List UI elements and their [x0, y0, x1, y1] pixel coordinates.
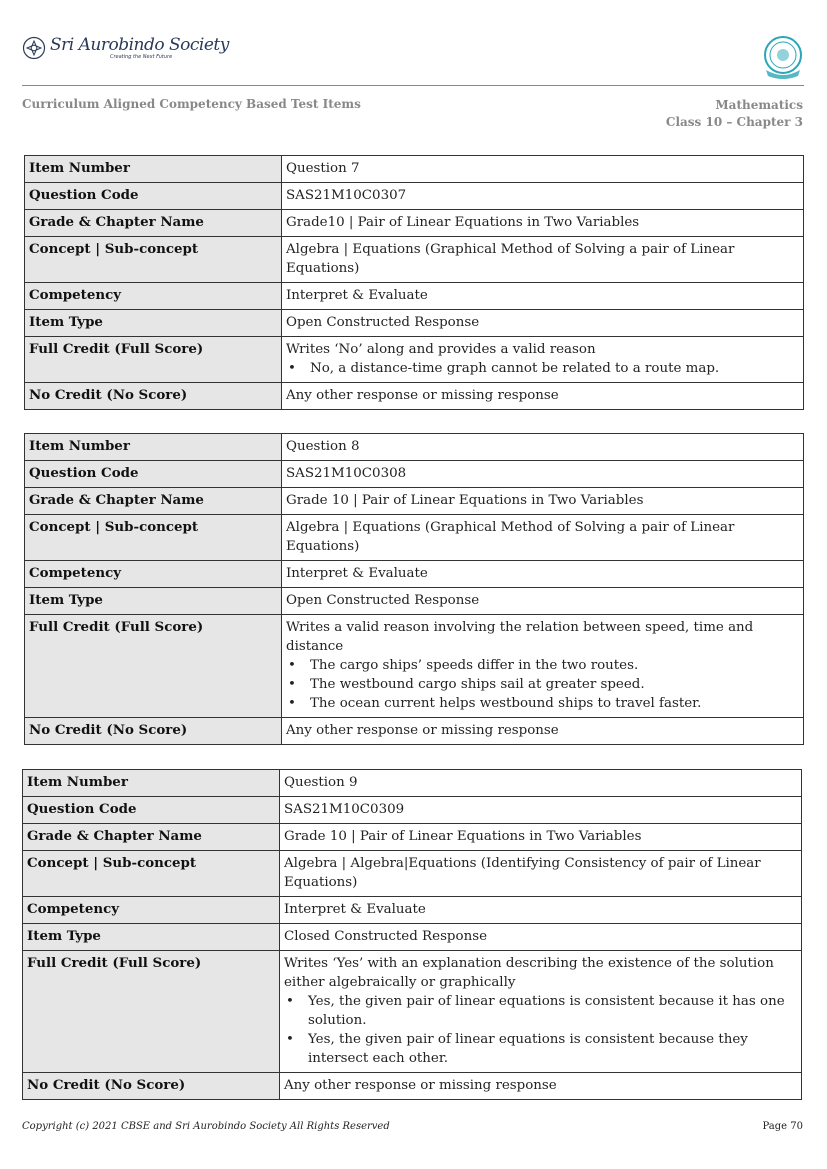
- cbse-seal-icon: [760, 34, 806, 80]
- label-item-type: Item Type: [23, 924, 280, 951]
- table-row: [25, 283, 804, 310]
- table-row: [23, 824, 802, 851]
- label-competency: Competency: [25, 283, 282, 310]
- table-row: [23, 897, 802, 924]
- table-row: [23, 797, 802, 824]
- page-number: Page 70: [762, 1121, 803, 1132]
- table-row: [25, 156, 804, 183]
- table-row: [25, 310, 804, 337]
- question-code: SAS21M10C0308: [282, 461, 804, 488]
- concept: Algebra | Equations (Graphical Method of Solving a pair of Linear Equations): [282, 237, 804, 283]
- list-item: • The cargo ships’ speeds differ in the two routes.: [286, 656, 799, 675]
- label-competency: Competency: [23, 897, 280, 924]
- copyright: Copyright (c) 2021 CBSE and Sri Aurobindo Society All Rights Reserved: [22, 1121, 390, 1132]
- full-credit: [280, 951, 802, 1073]
- label-item-number: Item Number: [25, 434, 282, 461]
- question-code: SAS21M10C0309: [280, 797, 802, 824]
- sri-aurobindo-society-logo: [22, 36, 229, 60]
- label-full-credit: Full Credit (Full Score): [25, 337, 282, 383]
- table-row: [25, 561, 804, 588]
- competency: Interpret & Evaluate: [282, 561, 804, 588]
- label-concept: Concept | Sub-concept: [23, 851, 280, 897]
- full-credit: [282, 337, 804, 383]
- full-credit: [282, 615, 804, 718]
- table-row: [25, 183, 804, 210]
- item-number: Question 9: [280, 770, 802, 797]
- label-grade-chapter: Grade & Chapter Name: [25, 210, 282, 237]
- item-number: Question 7: [282, 156, 804, 183]
- logo-name: Sri Aurobindo Society: [50, 35, 229, 55]
- full-credit-intro: Writes a valid reason involving the relation between speed, time and distance: [286, 620, 754, 654]
- table-row: [23, 851, 802, 897]
- label-item-number: Item Number: [23, 770, 280, 797]
- label-no-credit: No Credit (No Score): [25, 718, 282, 745]
- lotus-icon: [22, 36, 46, 60]
- concept: Algebra | Equations (Graphical Method of Solving a pair of Linear Equations): [282, 515, 804, 561]
- table-row: [25, 488, 804, 515]
- table-row: [25, 461, 804, 488]
- table-row: [25, 718, 804, 745]
- label-full-credit: Full Credit (Full Score): [25, 615, 282, 718]
- table-row: [23, 770, 802, 797]
- no-credit: Any other response or missing response: [280, 1073, 802, 1100]
- subject: Mathematics: [715, 98, 803, 112]
- label-question-code: Question Code: [25, 461, 282, 488]
- list-item: • No, a distance-time graph cannot be related to a route map.: [286, 359, 799, 378]
- item-table-q9: [22, 769, 802, 1100]
- class-chapter: Class 10 – Chapter 3: [665, 115, 803, 129]
- grade-chapter: Grade10 | Pair of Linear Equations in Two Variables: [282, 210, 804, 237]
- header-rule: [22, 85, 804, 86]
- grade-chapter: Grade 10 | Pair of Linear Equations in Two Variables: [282, 488, 804, 515]
- no-credit: Any other response or missing response: [282, 718, 804, 745]
- label-no-credit: No Credit (No Score): [25, 383, 282, 410]
- concept: Algebra | Algebra|Equations (Identifying Consistency of pair of Linear Equations): [280, 851, 802, 897]
- table-row: [25, 237, 804, 283]
- subject-info: [666, 97, 803, 131]
- label-no-credit: No Credit (No Score): [23, 1073, 280, 1100]
- label-item-number: Item Number: [25, 156, 282, 183]
- label-question-code: Question Code: [23, 797, 280, 824]
- table-row: [23, 951, 802, 1073]
- item-table-q8: [24, 433, 804, 745]
- table-row: [25, 588, 804, 615]
- label-item-type: Item Type: [25, 310, 282, 337]
- table-row: [25, 337, 804, 383]
- question-code: SAS21M10C0307: [282, 183, 804, 210]
- item-number: Question 8: [282, 434, 804, 461]
- list-item: • Yes, the given pair of linear equations is consistent because they intersect each other.: [284, 1030, 797, 1068]
- logo-tagline: Creating the Next Future: [110, 54, 173, 60]
- competency: Interpret & Evaluate: [280, 897, 802, 924]
- label-grade-chapter: Grade & Chapter Name: [23, 824, 280, 851]
- full-credit-intro: Writes ‘Yes’ with an explanation describing the existence of the solution either algebraically or graphically: [284, 956, 774, 990]
- label-competency: Competency: [25, 561, 282, 588]
- list-item: • Yes, the given pair of linear equations is consistent because it has one solution.: [284, 992, 797, 1030]
- competency: Interpret & Evaluate: [282, 283, 804, 310]
- table-row: [23, 924, 802, 951]
- label-concept: Concept | Sub-concept: [25, 237, 282, 283]
- table-row: [25, 615, 804, 718]
- full-credit-intro: Writes ‘No’ along and provides a valid reason: [286, 342, 596, 357]
- document-title: Curriculum Aligned Competency Based Test Items: [22, 97, 361, 111]
- label-grade-chapter: Grade & Chapter Name: [25, 488, 282, 515]
- item-type: Open Constructed Response: [282, 588, 804, 615]
- item-type: Closed Constructed Response: [280, 924, 802, 951]
- label-question-code: Question Code: [25, 183, 282, 210]
- label-item-type: Item Type: [25, 588, 282, 615]
- grade-chapter: Grade 10 | Pair of Linear Equations in Two Variables: [280, 824, 802, 851]
- table-row: [25, 210, 804, 237]
- list-item: • The westbound cargo ships sail at greater speed.: [286, 675, 799, 694]
- table-row: [25, 515, 804, 561]
- label-full-credit: Full Credit (Full Score): [23, 951, 280, 1073]
- item-table-q7: [24, 155, 804, 410]
- list-item: • The ocean current helps westbound ships to travel faster.: [286, 694, 799, 713]
- table-row: [25, 434, 804, 461]
- no-credit: Any other response or missing response: [282, 383, 804, 410]
- label-concept: Concept | Sub-concept: [25, 515, 282, 561]
- item-type: Open Constructed Response: [282, 310, 804, 337]
- table-row: [25, 383, 804, 410]
- table-row: [23, 1073, 802, 1100]
